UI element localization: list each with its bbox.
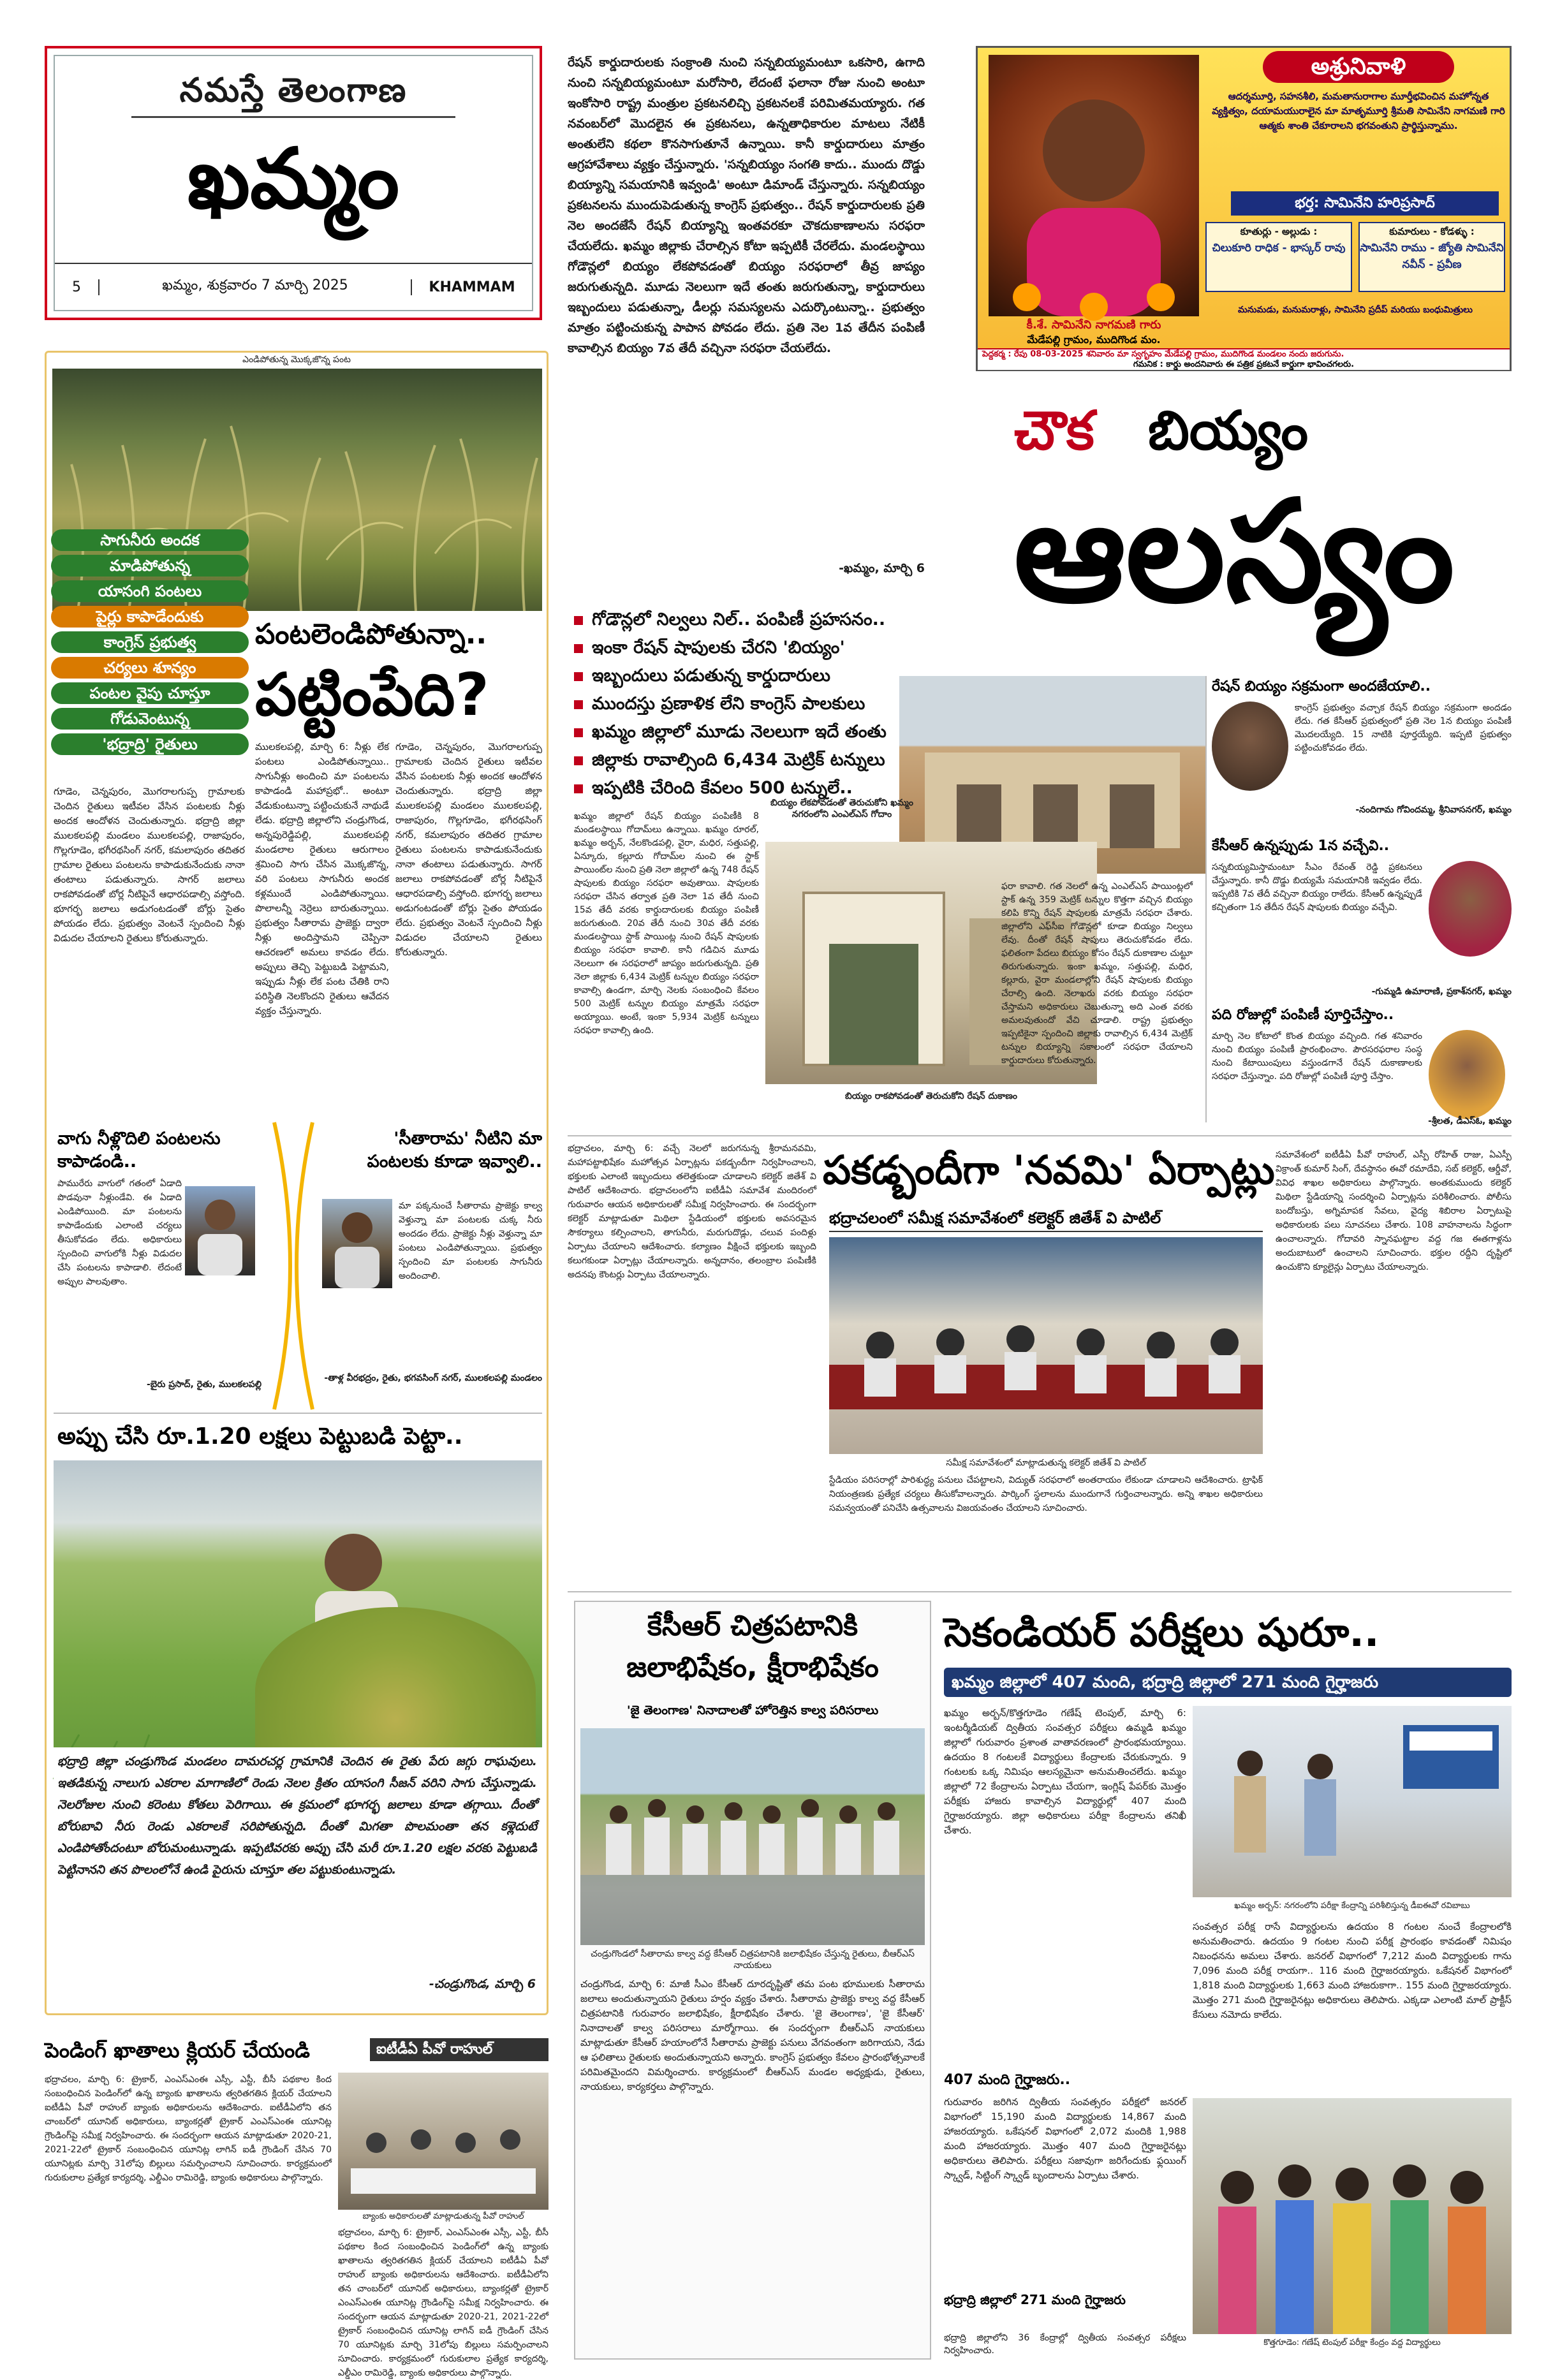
edition-english: KHAMMAM xyxy=(411,279,532,295)
exams-photo-1 xyxy=(1193,1706,1512,1897)
dateline-bar xyxy=(55,263,532,310)
quote1-body: పామురేరు వాగులో గతంలో ఏడాది పొడవునా నీళ్లుండేవి. ఈ ఏడాది ఎండిపోయింది. మా పంటలను కాపాడేందుకు ఎలాంటి చర్యలు తీసుకోవడం లేదు. అధికారులు స్పందించి వాగులోకి నీళ్లు విడుదల చేసి పంటలను కాపాడాలి. లేదంటే అప్పుల పాలవుతాం. xyxy=(57,1179,182,1287)
ad-note: గమనిక : కార్డు అందనివారు ఈ పత్రిక ప్రకటనే కార్డుగా భావించగలరు. xyxy=(1133,360,1355,369)
ad-daughters-label: కూతుర్లు - అల్లుడు : xyxy=(1240,226,1318,237)
rule xyxy=(568,1591,1512,1592)
kicker-line: యాసంగి పంటలు xyxy=(51,580,249,602)
pending-photo-caption: బ్యాంకు అధికారులతో మాట్లాడుతున్న పీవో రాహుల్ xyxy=(362,2212,524,2221)
side-photo-1 xyxy=(1212,702,1288,791)
side-kicker-2: కేసీఆర్ ఉన్నప్పుడు 1న వచ్చేవి.. xyxy=(1212,838,1390,854)
exams-col1b: గురువారం జరిగిన ద్వితీయ సంవత్సరం పరీక్షలో జనరల్ విభాగంలో 15,190 మంది విద్యార్థులకు 14,867 మంది హాజరయ్యారు. ఒకేషనల్ విభాగంలో 2,072 మందికి 1,988 మంది హాజరయ్యారు. మొత్తం 407 మంది గైర్హాజరైనట్లు అధికారులు తెలిపారు. పరీక్షలు సజావుగా జరిగేందుకు ఫ్లయింగ్ స్క్వాడ్, సిట్టింగ్ స్క్వాడ్ బృందాలను ఏర్పాటు చేశారు. xyxy=(944,2096,1186,2181)
side-kicker-1: రేషన్ బియ్యం సక్రమంగా అందజేయాలి.. xyxy=(1212,679,1431,694)
kicker-line: చర్యలు శూన్యం xyxy=(51,657,249,679)
bullet-square-icon xyxy=(574,784,583,793)
ad-village: మేడేపల్లి గ్రామం, ముదిగొండ మం. xyxy=(1027,334,1161,346)
kicker-line: సాగునీరు అందక xyxy=(51,529,249,551)
bullet-text: జిల్లాకు రావాల్సింది 6,434 మెట్రిక్ టన్నులు xyxy=(592,750,885,770)
loan-headline: అప్పు చేసి రూ.1.20 లక్షలు పెట్టుబడి పెట్టా.. xyxy=(57,1423,463,1450)
bullet-square-icon xyxy=(574,616,583,625)
ad-husband: భర్త: సామినేని హరిప్రసాద్ xyxy=(1231,191,1499,216)
loan-quote: భద్రాద్రి జిల్లా చండ్రుగొండ మండలం దామరచర్ల గ్రామానికి చెందిన ఈ రైతు పేరు జగ్గు రాఘవులు. ఇతడికున్న నాలుగు ఎకరాల మాగాణిలో రెండు నెలల క్రితం యాసంగి సీజన్ వరిని సాగు చేస్తున్నాడు. నెలరోజుల నుంచి కరెంటు కోతలు పెరిగాయి. ఈ క్రమంలో భూగర్భ జలాలు కూడా తగ్గాయి. దీంతో బోరుబావి నీరు రెండు ఎకరాలకే సరిపోతున్నది. దీంతో మిగతా పొలమంతా తన కళ్లెదుటే ఎండిపోతోందంటూ బోరుమంటున్నాడు. ఇప్పటివరకు అప్పు చేసి మరీ రూ.1.20 లక్షల వరకు పెట్టుబడి పెట్టినానని తన పొలంలోనే ఉండి పైరును చూస్తూ తల పట్టుకుంటున్నాడు. xyxy=(57,1754,537,1877)
farmer2-photo xyxy=(322,1199,392,1288)
ration-headline-red: చౌక xyxy=(1014,399,1094,462)
pending-body-col1: భద్రాచలం, మార్చి 6: ట్రైకార్, ఎంఎస్ఎంఈ ఎస్సీ, ఎస్టీ, బీసీ పథకాల కింద సంబంధించిన పెండింగ్‌లో ఉన్న బ్యాంకు ఖాతాలను త్వరితగతిన క్లియర్ చేయాలని ఐటీడీఏ పీవో రాహుల్ బ్యాంకు అధికారులను ఆదేశించారు. ఐటీడీఏలోని తన చాంబర్‌లో యూనిట్ అధికారులు, బ్యాంకర్లతో ట్రైకార్ ఎంఎస్ఎంఈ యూనిట్ల గ్రౌండింగ్‌పై సమీక్ష నిర్వహించారు. ఈ సందర్భంగా ఆయన మాట్లాడుతూ 2020-21, 2021-22లో ట్రైకార్ సంబంధించిన యూనిట్ల లాగిన్ ఐడీ గ్రౌండింగ్ చేసిన 70 యూనిట్లకు మార్చి 31లోపు బిల్లులు సమర్పించాలని సూచించారు. కార్యక్రమంలో గురుకులాల ప్రత్యేక కార్యదర్శి, ఎల్డీఎం రామిరెడ్డి, బ్యాంకు అధికారులు పాల్గొన్నారు. xyxy=(45,2075,332,2183)
kicker-line: పైర్లు కాపాడేందుకు xyxy=(51,606,249,628)
page-number: 5 xyxy=(55,279,99,295)
ration-lead-body: రేషన్ కార్డుదారులకు సంక్రాంతి నుంచి సన్నబియ్యమంటూ ఒకసారి, ఉగాది నుంచి సన్నబియ్యమంటూ మరోసారి, లేదంటే ఫలానా రోజు నుంచి అంటూ ఇంకోసారి రాష్ట్ర మంత్రుల ప్రకటనలిచ్చి ప్రకటనలకే పరిమితమయ్యారు. గత నవంబర్‌లో మొదలైన ఈ ప్రకటనలు, ఉన్నతాధికారుల మాటలు నేటికీ అంతులేని కథలా కొనసాగుతూనే ఉన్నాయి. కానీ కార్డుదారులు మాత్రం ఆగ్రహావేశాలు వ్యక్తం చేస్తున్నారు. 'సన్నబియ్యం సంగతి కాదు.. ముందు దొడ్డు బియ్యాన్ని సమయానికి ఇవ్వండి' అంటూ డిమాండ్ చేస్తున్నారు. సన్నబియ్యం ప్రకటనలను ముందుపెడుతున్న కాంగ్రెస్ ప్రభుత్వం.. రేషన్ కార్డుదారులకు ప్రతి నెల అందజేసే రేషన్ బియ్యాన్ని ఇంతవరకూ చౌకదుకాణాలను సరఫరా చేయలేదు. ఖమ్మం జిల్లాకు చేరాల్సిన కోటా ఇప్పటికీ చేరలేదు. మండలస్థాయి గోడౌన్లలో బియ్యం లేకపోవడంతో బియ్యం సరఫరాలో తీవ్ర జాప్యం జరుగుతున్నది. మూడు నెలలుగా ఇదే తంతు జరుగుతున్నా, కార్డుదారులు ఇబ్బందులు పడుతున్నా, డీలర్లు సమస్యలను ఎదుర్కొంటున్నా.. ప్రభుత్వం మాత్రం పట్టించుకున్న పాపాన పోవడం లేదు. ప్రతి నెల 1వ తేదీన పంపిణీ కావాల్సిన బియ్యం 7వ తేదీ వచ్చినా సరఫరా చేయలేదు. xyxy=(568,55,925,355)
kcr-headline-2: జలాభిషేకం, క్షీరాభిషేకం xyxy=(626,1651,879,1684)
crop-body-col1: ములకలపల్లి, మార్చి 6: నీళ్లు లేక పంటలు ఎండిపోతున్నాయి.. సాగునీళ్లు అందించి మా పంటలను కాపాడండి మహాప్రభో.. అంటూ వేడుకుంటున్నా పట్టించుకునే నాథుడే లేడు. భద్రాద్రి జిల్లాలోని చండ్రుగొండ, అన్నపురెడ్డిపల్లి, ములకలపల్లి మండలాల రైతులు ఆరుగాలం శ్రమించి సాగు చేసిన మొక్కజొన్న, వరి పంటలు సాగునీరు అందక కళ్లముందే ఎండిపోతున్నాయి. పొలాలన్నీ నెర్రెలు బారుతున్నాయి. ప్రభుత్వం సీతారామ ప్రాజెక్టు ద్వారా నీళ్లు అందిస్తామని చెప్పినా ఆచరణలో అమలు కావడం లేదు. అప్పులు తెచ్చి పెట్టుబడి పెట్టామని, ఇప్పుడు నీళ్లు లేక పంట చేతికి రాని పరిస్థితి నెలకొందని రైతులు ఆవేదన వ్యక్తం చేస్తున్నారు. xyxy=(255,741,389,1017)
exams-bhadradri-label: భద్రాద్రి జిల్లాలో 271 మంది గైర్హాజరు xyxy=(944,2292,1126,2307)
navami-col3: సమావేశంలో ఐటీడీఏ పీవో రాహుల్, ఎస్పీ రోహిత్ రాజు, ఏఎస్పీ విక్రాంత్ కుమార్ సింగ్, దేవస్థానం ఈవో రమాదేవి, సబ్ కలెక్టర్, ఆర్డీవో, వివిధ శాఖల అధికారులు పాల్గొన్నారు. అంతకుముందు కలెక్టర్ మిథిలా స్టేడియాన్ని సందర్శించి ఏర్పాట్లను పరిశీలించారు. పోలీసు బందోబస్తు, అగ్నిమాపక సేవలు, వైద్య శిబిరాల ఏర్పాటుపై అధికారులకు పలు సూచనలు చేశారు. 108 వాహనాలను సిద్ధంగా ఉంచాలన్నారు. గోదావరి స్నానఘట్టాల వద్ద గజ ఈతగాళ్లను అందుబాటులో ఉంచాలని సూచించారు. భక్తుల రద్దీని దృష్టిలో ఉంచుకొని క్యూలైన్లు ఏర్పాటు చేయాలన్నారు. xyxy=(1276,1150,1512,1272)
navami-photo-caption: సమీక్ష సమావేశంలో మాట్లాడుతున్న కలెక్టర్ జితేశ్ వి పాటిల్ xyxy=(946,1458,1146,1468)
quote2-title: 'సీతారామ' నీటిని మా పంటలకు కూడా ఇవ్వాలి.. xyxy=(367,1129,542,1172)
side-text-3: మార్చి నెల కోటాలో కొంత బియ్యం వచ్చింది. గత శనివారం నుంచి బియ్యం పంపిణీ ప్రారంభించాం. పౌరసరఫరాల సంస్థ నుంచి కేటాయింపులు వస్తుండగానే రేషన్ దుకాణాలకు సరఫరా చేస్తున్నాం. పది రోజుల్లో పంపిణీ పూర్తి చేస్తాం. xyxy=(1212,1031,1422,1082)
navami-col1: భద్రాచలం, మార్చి 6: వచ్చే నెలలో జరుగనున్న శ్రీరామనవమి, మహాపట్టాభిషేకం మహోత్సవ ఏర్పాట్లను పకడ్బందీగా నిర్వహించాలని, భక్తులకు ఎలాంటి ఇబ్బందులు తలెత్తకుండా చూడాలని కలెక్టర్ జితేశ్ వి పాటిల్ ఆదేశించారు. భద్రాచలంలోని ఐటీడీఏ సమావేశ మందిరంలో గురువారం ఆయన అధికారులతో సమీక్ష నిర్వహించారు. ఈ సందర్భంగా కలెక్టర్ మాట్లాడుతూ మిథిలా స్టేడియంలో భక్తులకు అవసరమైన సౌకర్యాలు కల్పించాలని, తాగునీరు, మరుగుదొడ్లు, చలువ పందిళ్లు ఏర్పాటు చేయాలని ఆదేశించారు. కల్యాణం వీక్షించే భక్తులకు ఇబ్బంది కలుగకుండా ఏర్పాట్లు చేయాలన్నారు. అన్నదానం, తలంబ్రాల పంపిణీకి అదనపు కౌంటర్లు ఏర్పాటు చేయాలన్నారు. xyxy=(568,1143,816,1280)
side-photo-3 xyxy=(1429,1030,1505,1119)
navami-photo xyxy=(829,1237,1263,1454)
exams-col1: ఖమ్మం అర్బన్/కొత్తగూడెం గణేష్ టెంపుల్, మార్చి 6: ఇంటర్మీడియట్ ద్వితీయ సంవత్సర పరీక్షలు ఉమ్మడి ఖమ్మం జిల్లాలో గురువారం ప్రశాంత వాతావరణంలో ప్రారంభమయ్యాయి. ఉదయం 8 గంటలకే విద్యార్థులు కేంద్రాలకు చేరుకున్నారు. 9 గంటలకు ఒక్క నిమిషం ఆలస్యమైనా అనుమతించలేదు. ఖమ్మం జిల్లాలో 72 కేంద్రాలను ఏర్పాటు చేయగా, ఇంగ్లిష్ పేపర్‌కు మొత్తం పరీక్షకు హాజరు కావాల్సిన విద్యార్థుల్లో 407 మంది గైర్హాజరయ్యారు. జిల్లా అధికారులు పరీక్షా కేంద్రాలను తనిఖీ చేశారు. xyxy=(944,1707,1186,1836)
bullet-text: ఇంకా రేషన్ షాపులకు చేరని 'బియ్యం' xyxy=(592,638,845,657)
ration-headline-black: బియ్యం xyxy=(1148,399,1309,462)
bullet-text: ఇబ్బందులు పడుతున్న కార్డుదారులు xyxy=(592,666,830,686)
navami-headline: పకడ్బందీగా 'నవమి' ఏర్పాట్లు xyxy=(823,1147,1275,1193)
pending-body-col2: భద్రాచలం, మార్చి 6: ట్రైకార్, ఎంఎస్ఎంఈ ఎస్సీ, ఎస్టీ, బీసీ పథకాల కింద సంబంధించిన పెండింగ్‌లో ఉన్న బ్యాంకు ఖాతాలను త్వరితగతిన క్లియర్ చేయాలని ఐటీడీఏ పీవో రాహుల్ బ్యాంకు అధికారులను ఆదేశించారు. ఐటీడీఏలోని తన చాంబర్‌లో యూనిట్ అధికారులు, బ్యాంకర్లతో ట్రైకార్ ఎంఎస్ఎంఈ యూనిట్ల గ్రౌండింగ్‌పై సమీక్ష నిర్వహించారు. ఈ సందర్భంగా ఆయన మాట్లాడుతూ 2020-21, 2021-22లో ట్రైకార్ సంబంధించిన యూనిట్ల లాగిన్ ఐడీ గ్రౌండింగ్ చేసిన 70 యూనిట్లకు మార్చి 31లోపు బిల్లులు సమర్పించాలని సూచించారు. కార్యక్రమంలో గురుకులాల ప్రత్యేక కార్యదర్శి, ఎల్డీఎం రామిరెడ్డి, బ్యాంకు అధికారులు పాల్గొన్నారు. xyxy=(338,2228,548,2378)
ration-headline-big: ఆలస్యం xyxy=(1013,470,1455,633)
exams-subhead: ఖమ్మం జిల్లాలో 407 మంది, భద్రాద్రి జిల్లాలో 271 మంది గైర్హాజరు xyxy=(944,1668,1512,1697)
bullet-text: ముందస్తు ప్రణాళిక లేని కాంగ్రెస్ పాలకులు xyxy=(592,694,865,714)
crop-headline-1: పంటలెండిపోతున్నా.. xyxy=(255,618,487,650)
bullet-square-icon xyxy=(574,700,583,709)
bullet-item xyxy=(574,606,1033,634)
ad-daughters-box xyxy=(1205,222,1352,292)
rule xyxy=(568,1135,1512,1136)
exams-absent-label: 407 మంది గైర్హాజరు.. xyxy=(944,2072,1071,2088)
pending-headline: పెండింగ్ ఖాతాలు క్లియర్ చేయండి xyxy=(45,2038,310,2062)
kicker-line: పంటల వైపు చూస్తూ xyxy=(51,682,249,704)
crop-body-col0: గూడెం, చెన్నపురం, మొగరాలగుప్ప గ్రామాలకు చెందిన రైతులు ఇటీవల వేసిన పంటలకు నీళ్లు అందక ఆందోళన చెందుతున్నారు. భద్రాద్రి జిల్లా ములకలపల్లి మండలం ములకలపల్లి, రాజాపురం, గొల్లగూడెం, భగీరథసింగ్ నగర్, కమలాపురం తదితర గ్రామాల రైతులు పంటలను కాపాడుకునేందుకు నానా తంటాలు పడుతున్నారు. సాగర్ జలాలు రాకపోవడంతో బోర్ల నీటిపైనే ఆధారపడాల్సి వస్తోంది. భూగర్భ జలాలు అడుగంటడంతో బోర్లు సైతం పోయడం లేదు. ప్రభుత్వం వెంటనే స్పందించి నీళ్లు విడుదల చేయాలని రైతులు కోరుతున్నారు. xyxy=(54,786,245,944)
loan-sign: -చండ్రుగొండ, మార్చి 6 xyxy=(429,1977,536,1991)
exams-photo-2 xyxy=(1193,2098,1512,2334)
dateline: ఖమ్మం, శుక్రవారం 7 మార్చి 2025 xyxy=(162,277,348,293)
pending-photo xyxy=(338,2073,548,2210)
pending-tag: ఐటీడీఏ పీవో రాహుల్ xyxy=(370,2038,548,2061)
quote1-title: వాగు నీళ్లొదిలి పంటలను కాపాడండి.. xyxy=(57,1129,221,1172)
exams-col1c: భద్రాద్రి జిల్లాలోని 36 కేంద్రాల్లో ద్వితీయ సంవత్సర పరీక్షలు నిర్వహించారు. xyxy=(944,2333,1186,2356)
ration-lead-dateline: -ఖమ్మం, మార్చి 6 xyxy=(839,561,925,575)
kicker-line: కాంగ్రెస్ ప్రభుత్వ xyxy=(51,631,249,653)
kicker-line: గోడువెంటున్న xyxy=(51,708,249,730)
side-kicker-3: పది రోజుల్లో పంపిణీ పూర్తిచేస్తాం.. xyxy=(1212,1007,1394,1023)
bullet-square-icon xyxy=(574,644,583,653)
ad-sons-label: కుమారులు - కోడళ్ళు : xyxy=(1389,226,1475,237)
quote2-sign: -తాళ్ల వీరభద్రం, రైతు, భగవసింగ్ నగర్, ములకలపల్లి మండలం xyxy=(324,1373,542,1383)
ration-body-col1: ఖమ్మం జిల్లాలో రేషన్ బియ్యం పంపిణీకి 8 మండలస్థాయి గోదామ్‌లు ఉన్నాయి. ఖమ్మం రూరల్, ఖమ్మం అర్బన్, నేలకొండపల్లి, వైరా, మధిర, సత్తుపల్లి, ఏన్కూరు, కల్లూరు గోదామ్‌ల నుంచి ఈ స్టాక్ పాయింట్‌ల నుంచి ప్రతి నెలా జిల్లాలో ఉన్న 748 రేషన్ షాపులకు బియ్యం సరఫరా అవుతాయి. షాపులకు సరఫరా చేసిన తర్వాత ప్రతి నెలా 1వ తేదీ నుంచి 15వ తేదీ వరకు కార్డుదారులకు బియ్యం పంపిణీ జరుగుతుంది. 20వ తేదీ నుంచి 30వ తేదీ వరకు మండలస్థాయి స్టాక్ పాయింట్ల నుంచి రేషన్ షాపులకు బియ్యం సరఫరా కావాలి. కానీ గడిచిన మూడు నెలలుగా ఈ సరఫరాలో జాప్యం జరుగుతున్నది. ప్రతి నెలా జిల్లాకు 6,434 మెట్రిక్ టన్నుల బియ్యం సరఫరా కావాల్సి ఉండగా, మార్చి నెలకు సంబంధించి కేవలం 500 మెట్రిక్ టన్నుల బియ్యం మాత్రమే సరఫరా అయ్యాయి. అంటే, ఇంకా 5,934 మెట్రిక్ టన్నులు సరఫరా కావాల్సి ఉంది. xyxy=(574,811,759,1036)
exams-headline: సెకండియర్ పరీక్షలు షురూ.. xyxy=(944,1609,1380,1656)
bullet-text: గోడౌన్లలో నిల్వలు నిల్.. పంపిణీ ప్రహసనం.. xyxy=(592,610,886,629)
kcr-photo xyxy=(580,1728,925,1945)
rule xyxy=(54,1413,542,1414)
ration-body-col2: ఫరా కావాలి. గత నెలలో ఉన్న ఎంఎల్ఎస్ పాయింట్లలో స్టాక్ ఉన్న 359 మెట్రిక్ టన్నుల కొత్తగా వచ్చిన బియ్యం కలిపి కొన్ని రేషన్ షాపులకు మాత్రమే సరఫరా చేశారు. జిల్లాలోని ఎఫ్‌సీఐ గోడౌన్లలో కూడా బియ్యం నిల్వలు లేవు. దీంతో రేషన్ షాపులు తెరుచుకోవడం లేదు. ఫలితంగా పేదలు బియ్యం కోసం రేషన్ దుకాణాల చుట్టూ తిరుగుతున్నారు. ఇంకా ఖమ్మం, సత్తుపల్లి, మధిర, కల్లూరు, వైరా మండలాల్లోని రేషన్ షాపులకు బియ్యం చేరాల్సి ఉంది. నెలాఖరు వరకు బియ్యం సరఫరా చేస్తామని అధికారులు చెబుతున్నా అది ఎంత వరకు అమలవుతుందో వేచి చూడాలి. రాష్ట్ర ప్రభుత్వం ఇప్పటికైనా స్పందించి జిల్లాకు రావాల్సిన 6,434 మెట్రిక్ టన్నుల బియ్యాన్ని సకాలంలో సరఫరా చేయాలని కార్డుదారులు కోరుతున్నారు. xyxy=(1001,881,1193,1066)
bullet-text: ఇప్పటికి చేరింది కేవలం 500 టన్నులే.. xyxy=(592,778,853,798)
kcr-body: చండ్రుగొండ, మార్చి 6: మాజీ సీఎం కేసీఆర్ దూరదృష్టితో తమ పంట భూములకు సీతారామ జలాలు అందుతున్నాయని రైతులు హర్షం వ్యక్తం చేశారు. సీతారామ ప్రాజెక్టు కాల్వ వద్ద కేసీఆర్ చిత్రపటానికి గురువారం జలాభిషేకం, క్షీరాభిషేకం చేశారు. 'జై తెలంగాణ', 'జై కేసీఆర్' నినాదాలతో కాల్వ పరిసరాలు మార్మోగాయి. ఈ సందర్భంగా బీఆర్ఎస్ నాయకులు మాట్లాడుతూ కేసీఆర్ హయాంలోనే సీతారామ ప్రాజెక్టు పనులు వేగవంతంగా జరిగాయని, నేడు ఆ ఫలితాలు రైతులకు అందుతున్నాయని అన్నారు. కాంగ్రెస్ ప్రభుత్వం కేవలం ప్రారంభోత్సవాలకే పరిమితమైందని విమర్శించారు. కార్యక్రమంలో బీఆర్ఎస్ మండల అధ్యక్షుడు, రైతులు, నాయకులు, కార్యకర్తలు పాల్గొన్నారు. xyxy=(580,1978,925,2092)
bullet-square-icon xyxy=(574,672,583,681)
side-sign-1: -నందిగామ గోవిందమ్మ, శ్రీనివాసనగర్, ఖమ్మం xyxy=(1355,805,1512,815)
bullet-square-icon xyxy=(574,728,583,737)
crop-photo-caption: ఎండిపోతున్న మొక్కజొన్న పంట xyxy=(242,355,351,365)
side-text-2: సన్నబియ్యమిస్తామంటూ సీఎం రేవంత్ రెడ్డి ప్రకటనలు చేస్తున్నారు. కానీ దొడ్డు బియ్యమే సమయానికి ఇవ్వడం లేదు. ఇప్పటికి 7వ తేదీ వచ్చినా బియ్యం రాలేదు. కేసీఆర్ ఉన్నప్పుడే కచ్చితంగా 1న తేదీన రేషన్ షాపులకు బియ్యం వచ్చేవి. xyxy=(1212,862,1422,913)
kcr-headline-1: కేసీఆర్ చిత్రపటానికి xyxy=(647,1610,858,1642)
quote1-sign: -బైరు ప్రసాద్, రైతు, ములకలపల్లి xyxy=(146,1379,261,1390)
side-text-1: కాంగ్రెస్ ప్రభుత్వం వచ్చాక రేషన్ బియ్యం సక్రమంగా అందడం లేదు. గత కేసీఆర్ ప్రభుత్వంలో ప్రతి నెల 1న బియ్యం పంపిణీ మొదలయ్యేది. 15 నాటికి పూర్తయ్యేది. ఇప్పటి ప్రభుత్వం పట్టించుకోవడం లేదు. xyxy=(1295,703,1512,753)
kcr-subhead: 'జై తెలంగాణ' నినాదాలతో హోరెత్తిన కాల్వ పరిసరాలు xyxy=(626,1703,879,1717)
ad-title: అశ్రునివాళి xyxy=(1263,51,1454,83)
kcr-photo-caption: చండ్రుగొండలో సీతారామ కాల్వ వద్ద కేసీఆర్ చిత్రపటానికి జలాభిషేకం చేస్తున్న రైతులు, బీఆర్ఎస్ నాయకులు xyxy=(591,1949,915,1971)
bullet-text: ఖమ్మం జిల్లాలో మూడు నెలలుగా ఇదే తంతు xyxy=(592,722,887,742)
ad-sons-box xyxy=(1358,222,1505,292)
ad-sons: సామినేని రాము - జ్యోతి సామినేని నవీన్ - ప్రవీణ xyxy=(1360,242,1504,271)
quote2-body: మా పక్కనుంచే సీతారామ ప్రాజెక్టు కాల్వ వెళ్తున్నా మా పంటలకు చుక్క నీరు అందడం లేదు. ప్రాజెక్టు నీళ్లు వెళ్తున్నా మా పంటలు ఎండిపోతున్నాయి. ప్రభుత్వం స్పందించి మా పంటలకు సాగునీరు అందించాలి. xyxy=(399,1201,542,1281)
farmer1-photo xyxy=(185,1186,255,1275)
exams-photo2-caption: కొత్తగూడెం: గణేష్ టెంపుల్ పరీక్షా కేంద్రం వద్ద విద్యార్థులు xyxy=(1263,2338,1441,2347)
crop-body-col2: గూడెం, చెన్నపురం, మొగరాలగుప్ప గ్రామాలకు చెందిన రైతులు ఇటీవల వేసిన పంటలకు నీళ్లు అందక ఆందోళన చెందుతున్నారు. భద్రాద్రి జిల్లా ములకలపల్లి మండలం ములకలపల్లి, రాజాపురం, గొల్లగూడెం, భగీరథసింగ్ నగర్, కమలాపురం తదితర గ్రామాల రైతులు పంటలను కాపాడుకునేందుకు నానా తంటాలు పడుతున్నారు. సాగర్ జలాలు రాకపోవడంతో బోర్ల నీటిపైనే ఆధారపడాల్సి వస్తోంది. భూగర్భ జలాలు అడుగంటడంతో బోర్లు సైతం పోయడం లేదు. ప్రభుత్వం వెంటనే స్పందించి నీళ్లు విడుదల చేయాలని రైతులు కోరుతున్నారు. xyxy=(395,741,542,958)
navami-col2: స్టేడియం పరిసరాల్లో పారిశుద్ధ్య పనులు చేపట్టాలని, విద్యుత్ సరఫరాలో అంతరాయం లేకుండా చూడాలని ఆదేశించారు. ట్రాఫిక్ నియంత్రణకు ప్రత్యేక చర్యలు తీసుకోవాలన్నారు. పార్కింగ్ స్థలాలను ముందుగానే గుర్తించాలన్నారు. అన్ని శాఖల అధికారులు సమన్వయంతో పనిచేసి ఉత్సవాలను విజయవంతం చేయాలని సూచించారు. xyxy=(829,1475,1263,1513)
side-photo-2 xyxy=(1429,861,1512,957)
godown-caption: బియ్యం లేకపోవడంతో తెరుచుకోని ఖమ్మం నగరంలోని ఎంఎల్ఎస్ గోదాం xyxy=(770,798,913,819)
bullet-square-icon xyxy=(574,756,583,765)
side-sign-2: -గుమ్మడి ఉమారాణి, ప్రకాశ్‌నగర్, ఖమ్మం xyxy=(1371,987,1512,997)
paper-name: నమస్తే తెలంగాణ xyxy=(179,71,408,110)
bullet-item xyxy=(574,634,1033,662)
edition-name: ఖమ్మం xyxy=(187,130,400,227)
ad-name-caption: కీ.శే. సామినేని నాగమణి గారు xyxy=(1026,318,1161,332)
rule xyxy=(1205,676,1207,1122)
crop-headline-2: పట్టింపేది? xyxy=(255,661,489,729)
ad-body: ఆదర్శమూర్తి, సహనశీలి, మమతానురాగాల మూర్తీభవించిన మహోన్నత వ్యక్తిత్వం, దయామయురాలైన మా మాతృమూర్తి శ్రీమతి సామినేని నాగమణి గారి ఆత్మకు శాంతి చేకూరాలని భగవంతుని ప్రార్థిస్తున్నాము. xyxy=(1212,91,1505,131)
exams-photo1-caption: ఖమ్మం అర్బన్: నగరంలోని పరీక్షా కేంద్రాన్ని పరిశీలిస్తున్న డీఐఈవో రవిబాబు xyxy=(1234,1901,1470,1911)
ad-event: పెద్దకర్మ : రేపు 08-03-2025 శనివారం మా స్వగృహం మేడేపల్లి గ్రామం, ముదిగొండ మండలం నందు జరుగును. xyxy=(982,349,1344,359)
kicker-line: 'భద్రాద్రి' రైతులు xyxy=(51,733,249,755)
obituary-portrait xyxy=(989,55,1199,316)
ad-grandchildren: మనుమడు, మనుమరాళ్లు, సామినేని ప్రదీప్ మరియు బంధుమిత్రులు xyxy=(1238,305,1473,315)
quote-divider-arcs xyxy=(268,1122,319,1409)
ration-shop-caption: బియ్యం రాకపోవడంతో తెరుచుకోని రేషన్ దుకాణం xyxy=(845,1091,1017,1101)
ad-daughters: చిలుకూరి రాధిక - భాస్కర్ రావు xyxy=(1212,242,1346,254)
masthead-inner xyxy=(54,55,533,311)
side-sign-3: -శ్రీలత, డీఎస్ఓ, ఖమ్మం xyxy=(1428,1116,1512,1126)
navami-subhead: భద్రాచలంలో సమీక్ష సమావేశంలో కలెక్టర్ జితేశ్ వి పాటిల్ xyxy=(829,1205,1263,1232)
kicker-line: మాడిపోతున్న xyxy=(51,555,249,577)
crop-kicker xyxy=(51,529,249,759)
exams-col2: సంవత్సర పరీక్ష రాసే విద్యార్థులను ఉదయం 8 గంటల నుంచే కేంద్రాలలోకి అనుమతించారు. ఉదయం 9 గంటల నుంచి పరీక్ష ప్రారంభం కావడంతో నిమిషం నిబంధనను అమలు చేశారు. జనరల్ విభాగంలో 7,212 మంది విద్యార్థులకు గాను 7,096 మంది పరీక్ష రాయగా.. 116 మంది గైర్హాజరయ్యారు. ఒకేషనల్ విభాగంలో 1,818 మంది విద్యార్థులకు 1,663 మంది హాజరుకాగా.. 155 మంది గైర్హాజరయ్యారు. మొత్తం 271 మంది గైర్హాజరైనట్లు అధికారులు తెలిపారు. ఎక్కడా ఎలాంటి మాల్ ప్రాక్టీస్ కేసులు నమోదు కాలేదు. xyxy=(1193,1921,1512,2020)
